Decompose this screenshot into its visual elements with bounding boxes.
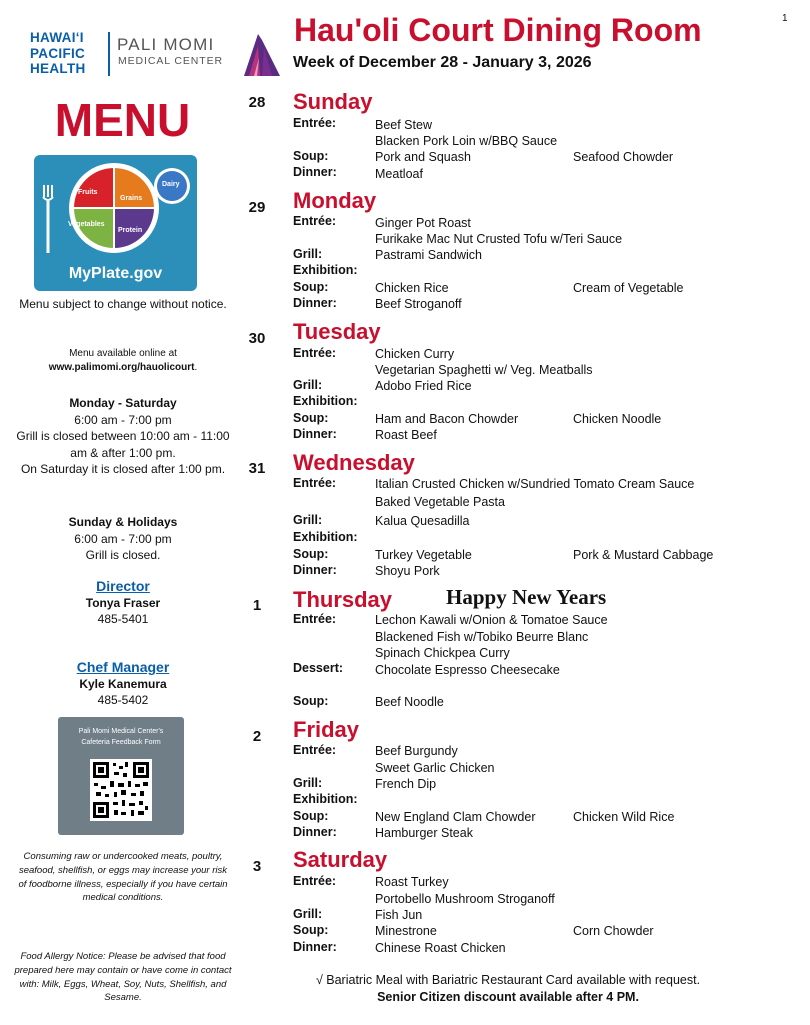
grill-item: Adobo Fried Rice [375,379,472,393]
entree-label: Entrée: [293,346,337,360]
dinner-label: Dinner: [293,825,337,839]
raw-food-warning: Consuming raw or undercooked meats, poultry, seafood, shellfish, or eggs may increase your risk of foodborne illness, especially if you have certain medical conditions. [18,851,228,904]
entree-item: Portobello Mushroom Stroganoff [375,892,555,906]
soup-item: Pork & Mustard Cabbage [573,548,714,562]
entree-item: Roast Turkey [375,875,449,889]
logo-hph-line1: HAWAI‘I [30,30,84,45]
dinner-label: Dinner: [293,563,337,577]
soup-label: Soup: [293,411,329,425]
saturday-grill-note: On Saturday it is closed after 1:00 pm. [20,462,226,476]
holiday-banner: Happy New Years [446,585,607,609]
dinner-item: Meatloaf [375,167,423,181]
online-notice [14,347,232,375]
entree-item: Blackened Fish w/Tobiko Beurre Blanc [375,630,589,644]
dinner-item: Shoyu Pork [375,564,440,578]
grill-item: Kalua Quesadilla [375,514,470,528]
senior-discount-note: Senior Citizen discount available after 4 PM. [377,990,639,1004]
grill-label: Grill: [293,907,323,921]
dinner-label: Dinner: [293,427,337,441]
day-number: 3 [252,858,262,875]
grill-item: Fish Jun [375,908,423,922]
director-phone: 485-5401 [97,612,149,626]
myplate-graphic [34,155,197,291]
soup-label: Soup: [293,694,329,708]
day-name: Sunday [293,89,373,114]
entree-item: Blacken Pork Loin w/BBQ Sauce [375,134,558,148]
dinner-item: Roast Beef [375,428,437,442]
day-number: 28 [248,94,266,111]
chef-manager-link[interactable]: Chef Manager [76,659,170,675]
hawaii-pacific-health-logo [30,30,86,77]
soup-label: Soup: [293,923,329,937]
dessert-item: Chocolate Espresso Cheesecake [375,663,560,677]
sunday-hours: 6:00 am - 7:00 pm [74,531,172,546]
logo-divider [108,32,110,76]
logo-medical-center: MEDICAL CENTER [118,55,223,67]
entree-item: Ginger Pot Roast [375,216,471,230]
day-number: 31 [248,460,266,477]
entree-item: Sweet Garlic Chicken [375,761,495,775]
logo-pali-momi: PALI MOMI [117,35,215,54]
entree-item: Vegetarian Spaghetti w/ Veg. Meatballs [375,363,593,377]
entree-label: Entrée: [293,874,337,888]
day-name: Friday [293,717,360,742]
entree-item: Beef Stew [375,118,432,132]
online-url[interactable]: www.palimomi.org/hauolicourt [48,362,195,373]
food-allergy-notice: Food Allergy Notice: Please be advised that food prepared here may contain or have come in contact with: Milk, Eggs, Wheat, Soy, Nuts, Shellfish, and Sesame. [14,951,232,1004]
entree-item: Furikake Mac Nut Crusted Tofu w/Teri Sauce [375,232,623,246]
dinner-label: Dinner: [293,296,337,310]
soup-item: Turkey Vegetable [375,548,472,562]
soup-item: Chicken Rice [375,281,449,295]
logo-hph-line3: HEALTH [30,61,86,76]
soup-label: Soup: [293,547,329,561]
soup-item: Beef Noodle [375,695,444,709]
qr-title-2: Cafeteria Feedback Form [81,739,161,746]
director-link[interactable]: Director [96,578,150,594]
soup-item: Ham and Bacon Chowder [375,412,519,426]
entree-item: Baked Vegetable Pasta [375,495,505,509]
page-number: 1 [782,13,788,24]
grill-label: Grill: [293,776,323,790]
dinner-label: Dinner: [293,165,337,179]
soup-item: Minestrone [375,924,437,938]
day-name: Saturday [293,847,388,872]
entree-label: Entrée: [293,476,337,490]
dinner-label: Dinner: [293,940,337,954]
grill-item: Pastrami Sandwich [375,248,482,262]
day-name: Wednesday [293,450,415,475]
hospital-logo [30,30,280,78]
soup-item: Seafood Chowder [573,150,674,164]
entree-label: Entrée: [293,116,337,130]
myplate-brand: MyPlate.gov [68,265,163,282]
chef-phone: 485-5402 [97,693,149,707]
grill-label: Grill: [293,378,323,392]
day-number: 1 [252,597,262,614]
entree-item: Beef Burgundy [375,744,458,758]
exhibition-label: Exhibition: [293,530,358,544]
day-number: 2 [252,728,262,745]
logo-hph-line2: PACIFIC [30,45,86,61]
weekday-grill-note: Grill is closed between 10:00 am - 11:00 am & after 1:00 pm. [16,429,230,460]
soup-item: Pork and Squash [375,150,471,164]
entree-label: Entrée: [293,612,337,626]
grill-label: Grill: [293,247,323,261]
day-number: 29 [248,199,266,216]
soup-label: Soup: [293,149,329,163]
chef-name: Kyle Kanemura [79,676,167,691]
entree-item: Lechon Kawali w/Onion & Tomatoe Sauce [375,613,608,627]
weekday-heading: Monday - Saturday [69,396,177,410]
qr-code-icon [90,759,152,821]
entree-label: Entrée: [293,214,337,228]
soup-label: Soup: [293,280,329,294]
exhibition-label: Exhibition: [293,263,358,277]
grill-item: French Dip [375,777,437,791]
qr-title-1: Pali Momi Medical Center's [78,728,164,735]
myplate-fruits-label: Fruits [78,189,98,196]
chef-block [14,659,232,709]
online-url-line [14,361,232,375]
feedback-qr-card[interactable] [58,717,184,835]
sunday-hours-block [14,514,232,564]
myplate-protein-label: Protein [118,227,143,234]
dessert-label: Dessert: [293,661,344,675]
director-name: Tonya Fraser [85,595,161,610]
weekday-hours: 6:00 am - 7:00 pm [74,412,172,427]
entree-item: Chicken Curry [375,347,455,361]
day-number: 30 [248,330,266,347]
change-notice: Menu subject to change without notice. [19,297,227,311]
online-line: Menu available online at [69,348,177,359]
dinner-item: Hamburger Steak [375,826,473,840]
page-title: Hau'oli Court Dining Room [294,12,702,48]
soup-item: New England Clam Chowder [375,810,536,824]
dinner-item: Beef Stroganoff [375,297,462,311]
soup-item: Chicken Wild Rice [573,810,675,824]
bariatric-note: √ Bariatric Meal with Bariatric Restaurant Card available with request. [315,973,701,987]
entree-item: Spinach Chickpea Curry [375,646,510,660]
day-name: Thursday [293,587,393,612]
week-range: Week of December 28 - January 3, 2026 [293,54,592,71]
exhibition-label: Exhibition: [293,792,358,806]
day-name: Tuesday [293,319,381,344]
sunday-heading: Sunday & Holidays [68,515,178,529]
soup-item: Chicken Noodle [573,412,662,426]
myplate-dairy-label: Dairy [162,181,180,188]
entree-item: Italian Crusted Chicken w/Sundried Tomato Cream Sauce [375,477,695,491]
online-url-period: . [194,362,198,373]
day-name: Monday [293,188,377,213]
menu-heading: MENU [54,94,191,146]
weekday-hours-block [14,395,232,478]
director-block [14,578,232,628]
exhibition-label: Exhibition: [293,394,358,408]
soup-item: Corn Chowder [573,924,654,938]
grill-label: Grill: [293,513,323,527]
pali-momi-mountain-icon [244,32,280,76]
myplate-grains-label: Grains [120,195,143,202]
soup-label: Soup: [293,809,329,823]
dinner-item: Chinese Roast Chicken [375,941,506,955]
entree-label: Entrée: [293,743,337,757]
myplate-vegetables-label: Vegetables [68,221,105,228]
sunday-grill-note: Grill is closed. [85,548,161,562]
soup-item: Cream of Vegetable [573,281,684,295]
